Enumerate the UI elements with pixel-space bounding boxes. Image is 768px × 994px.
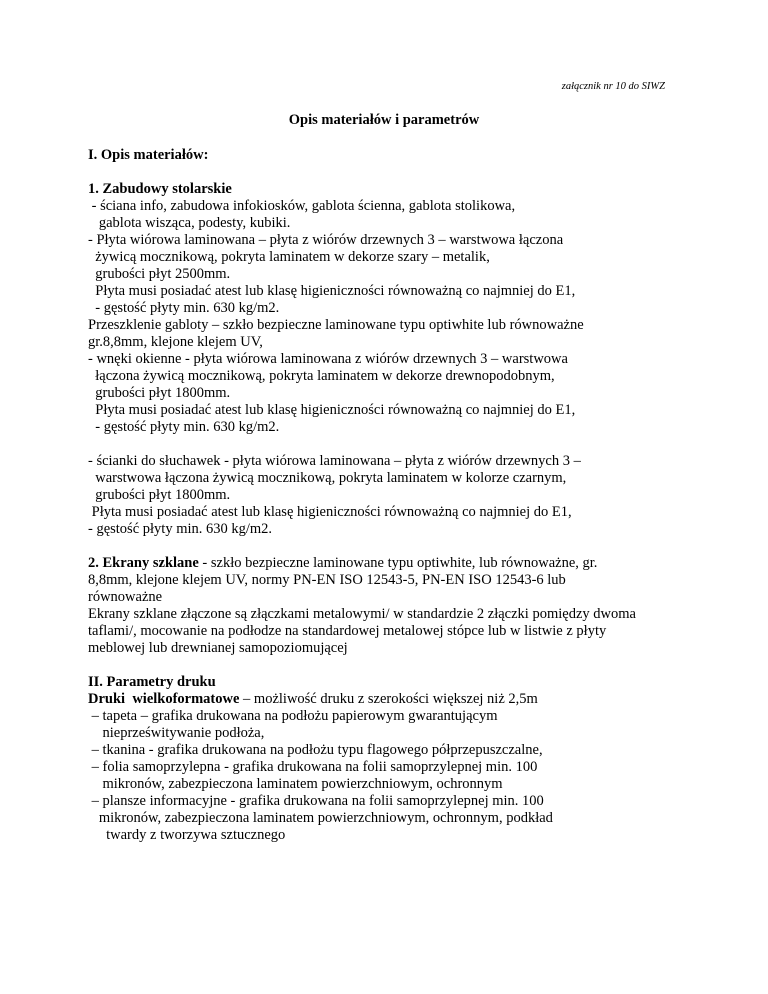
text-line: twardy z tworzywa sztucznego xyxy=(88,827,286,843)
section-2-lead-bold: Druki wielkoformatowe xyxy=(88,691,240,707)
text-line: - gęstość płyty min. 630 kg/m2. xyxy=(88,300,280,316)
text-line: mikronów, zabezpieczona laminatem powierzchniowym, ochronnym, podkład xyxy=(88,810,553,826)
text-line: – tapeta – grafika drukowana na podłożu papierowym gwarantującym xyxy=(88,708,498,724)
text-line: - ściana info, zabudowa infokiosków, gablota ścienna, gablota stolikowa, xyxy=(88,198,516,214)
text-line: - gęstość płyty min. 630 kg/m2. xyxy=(88,521,273,537)
text-line: nieprześwitywanie podłoża, xyxy=(88,725,265,741)
text-line: równoważne xyxy=(88,589,163,605)
text-line: grubości płyt 2500mm. xyxy=(88,266,231,282)
text-line: gablota wisząca, podesty, kubiki. xyxy=(88,215,291,231)
subsection-2-first-line xyxy=(88,555,688,572)
text-line: Przeszklenie gabloty – szkło bezpieczne laminowane typu optiwhite lub równoważne xyxy=(88,317,584,333)
subsection-2-heading: 2. Ekrany szklane xyxy=(88,555,199,571)
text-line: – tkanina - grafika drukowana na podłożu typu flagowego półprzepuszczalne, xyxy=(88,742,543,758)
text-line: łączona żywicą mocznikową, pokryta laminatem w dekorze drewnopodobnym, xyxy=(88,368,555,384)
text-line: Płyta musi posiadać atest lub klasę higieniczności równoważną co najmniej do E1, xyxy=(88,504,572,520)
text-line: żywicą mocznikową, pokryta laminatem w dekorze szary – metalik, xyxy=(88,249,490,265)
text-line: mikronów, zabezpieczona laminatem powierzchniowym, ochronnym xyxy=(88,776,503,792)
text-line: - ścianki do słuchawek - płyta wiórowa laminowana – płyta z wiórów drzewnych 3 – xyxy=(88,453,581,469)
text-line: grubości płyt 1800mm. xyxy=(88,487,231,503)
annex-note: załącznik nr 10 do SIWZ xyxy=(561,81,665,92)
text-line: 8,8mm, klejone klejem UV, normy PN-EN ISO 12543-5, PN-EN ISO 12543-6 lub xyxy=(88,572,566,588)
text-line: Ekrany szklane złączone są złączkami metalowymi/ w standardzie 2 złączki pomiędzy dwoma xyxy=(88,606,636,622)
text-line: taflami/, mocowanie na podłodze na standardowej metalowej stópce lub w listwie z płyty xyxy=(88,623,607,639)
text-line: grubości płyt 1800mm. xyxy=(88,385,231,401)
section-2-lead-text: – możliwość druku z szerokości większej niż 2,5m xyxy=(239,691,538,707)
section-2-lead-line xyxy=(88,691,688,708)
text-line: – folia samoprzylepna - grafika drukowana na folii samoprzylepnej min. 100 xyxy=(88,759,538,775)
subsection-2-first-text: - szkło bezpieczne laminowane typu optiwhite, lub równoważne, gr. xyxy=(198,555,598,571)
text-line: - wnęki okienne - płyta wiórowa laminowana z wiórów drzewnych 3 – warstwowa xyxy=(88,351,568,367)
subsection-1-heading: 1. Zabudowy stolarskie xyxy=(88,181,232,197)
text-line: meblowej lub drewnianej samopoziomującej xyxy=(88,640,348,656)
text-line: - Płyta wiórowa laminowana – płyta z wiórów drzewnych 3 – warstwowa łączona xyxy=(88,232,564,248)
text-line: warstwowa łączona żywicą mocznikową, pokryta laminatem w kolorze czarnym, xyxy=(88,470,567,486)
page-title: Opis materiałów i parametrów xyxy=(288,112,480,128)
text-line: – plansze informacyjne - grafika drukowana na folii samoprzylepnej min. 100 xyxy=(88,793,544,809)
text-line: Płyta musi posiadać atest lub klasę higieniczności równoważną co najmniej do E1, xyxy=(88,283,576,299)
text-line: - gęstość płyty min. 630 kg/m2. xyxy=(88,419,280,435)
text-line: gr.8,8mm, klejone klejem UV, xyxy=(88,334,263,350)
section-2-heading: II. Parametry druku xyxy=(88,674,216,690)
section-1-heading: I. Opis materiałów: xyxy=(88,147,209,163)
document-body xyxy=(88,147,688,844)
text-line: Płyta musi posiadać atest lub klasę higieniczności równoważną co najmniej do E1, xyxy=(88,402,576,418)
